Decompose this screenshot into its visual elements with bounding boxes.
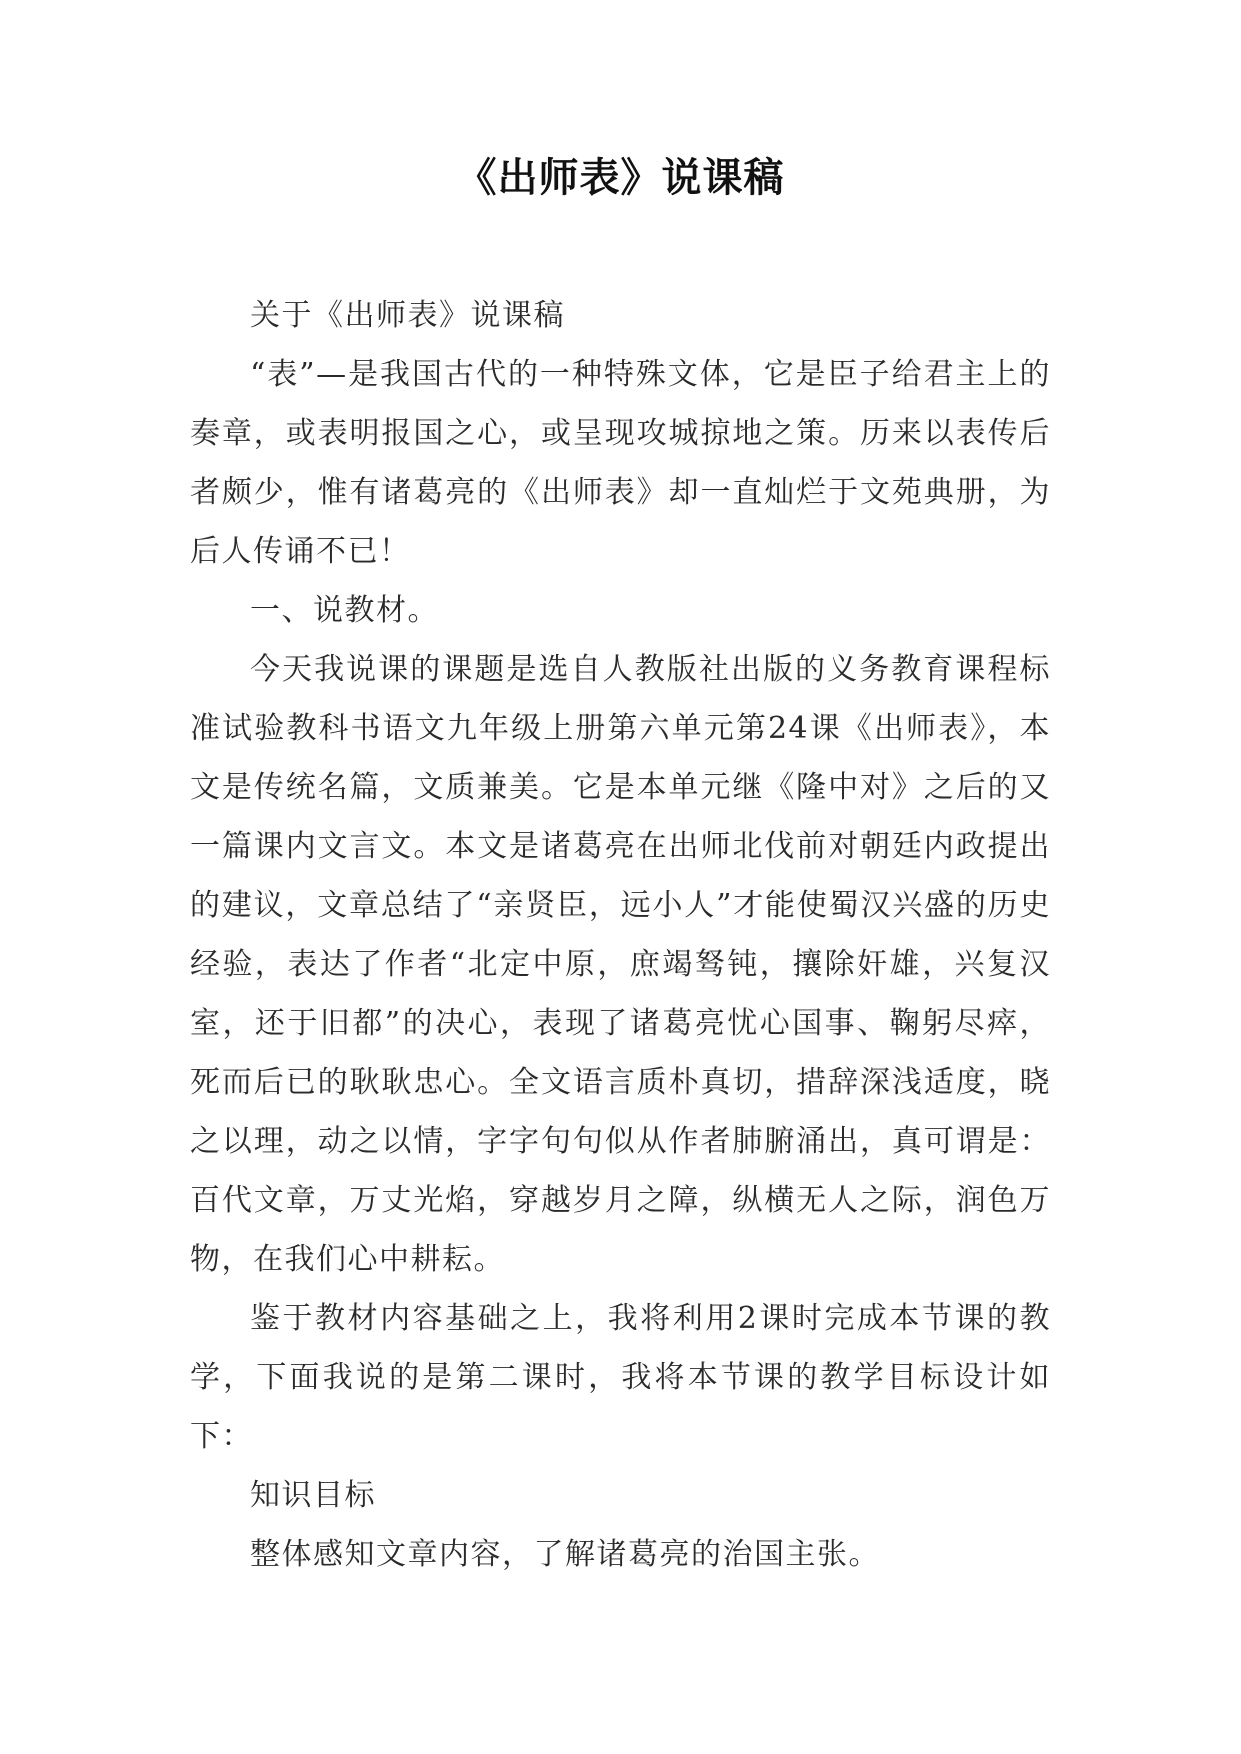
subheading-knowledge-goal: 知识目标 (250, 1478, 376, 1513)
paragraph-knowledge-goal: 整体感知文章内容，了解诸葛亮的治国主张。 (250, 1537, 880, 1572)
document-body (190, 286, 1051, 1584)
paragraph-intro: “表”—是我国古代的一种特殊文体，它是臣子给君主上的奏章，或表明报国之心，或呈现攻城掠地之策。历来以表传后者颇少，惟有诸葛亮的《出师表》却一直灿烂于文苑典册，为后人传诵不已！ (190, 357, 1051, 569)
document-title: 《出师表》说课稿 (456, 155, 785, 201)
paragraph-heading: 关于《出师表》说课稿 (250, 298, 565, 333)
paragraph-lesson-plan: 鉴于教材内容基础之上，我将利用2课时完成本节课的教学，下面我说的是第二课时，我将本节课的教学目标设计如下： (190, 1301, 1051, 1454)
section-heading-textbook: 一、说教材。 (250, 593, 439, 628)
paragraph-textbook: 今天我说课的课题是选自人教版社出版的义务教育课程标准试验教科书语文九年级上册第六单元第24课《出师表》，本文是传统名篇，文质兼美。它是本单元继《隆中对》之后的又一篇课内文言文。本文是诸葛亮在出师北伐前对朝廷内政提出的建议，文章总结了“亲贤臣，远小人”才能使蜀汉兴盛的历史经验，表达了作者“北定中原，庶竭驽钝，攘除奸雄，兴复汉室，还于旧都”的决心，表现了诸葛亮忧心国事、鞠躬尽瘁，死而后已的耿耿忠心。全文语言质朴真切，措辞深浅适度，晓之以理，动之以情，字字句句似从作者肺腑涌出，真可谓是：百代文章，万丈光焰，穿越岁月之障，纵横无人之际，润色万物，在我们心中耕耘。 (190, 652, 1051, 1277)
